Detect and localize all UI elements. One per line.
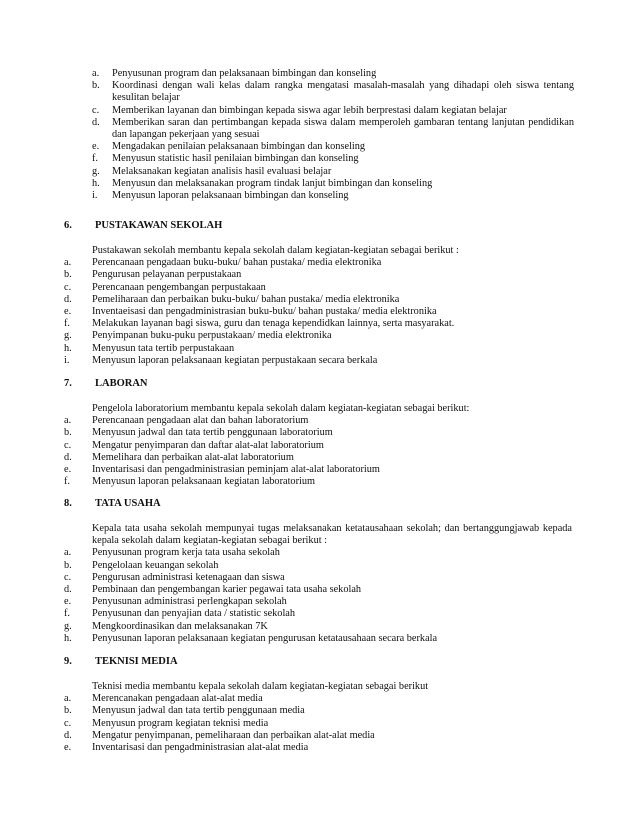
item-text: Inventaeisasi dan pengadministrasian buku-buku/ bahan pustaka/ media elektronika — [92, 306, 437, 318]
item-text: Menyusun tata tertib perpustakaan — [92, 342, 235, 354]
list-item — [64, 584, 574, 596]
item-text: Mengatur penyimparan dan daftar alat-alat laboratorium — [92, 439, 324, 451]
list-item — [64, 282, 574, 294]
item-text: Mengkoordinasikan dan melaksanakan 7K — [92, 620, 268, 632]
item-letter: a. — [64, 415, 72, 427]
item-text: Memelihara dan perbaikan alat-alat laboratorium — [92, 451, 294, 463]
section-number: 6. — [64, 220, 72, 231]
list-item — [64, 427, 574, 439]
item-text: Penyusunan administrasi perlengkapan sekolah — [92, 596, 287, 608]
item-letter: e. — [64, 596, 72, 608]
list-item — [92, 80, 574, 104]
section-number: 7. — [64, 378, 72, 389]
list-item — [64, 269, 574, 281]
item-text: Menyusun laporan pelaksanaan kegiatan perpustakaan secara berkala — [92, 354, 378, 366]
item-letter: b. — [64, 427, 72, 439]
list-item — [92, 153, 574, 165]
item-letter: e. — [64, 742, 72, 754]
item-letter: i. — [92, 190, 98, 202]
item-text: Mengatur penyimpanan, pemeliharaan dan perbaikan alat-alat media — [92, 729, 375, 741]
section-intro: Teknisi media membantu kepala sekolah dalam kegiatan-kegiatan sebagai berikut — [92, 681, 429, 692]
list-item — [64, 464, 574, 476]
item-letter: f. — [64, 318, 71, 330]
item-text: Memberikan layanan dan bimbingan kepada siswa agar lebih berprestasi dalam kegiatan belajar — [112, 104, 507, 116]
section-heading — [64, 497, 574, 510]
item-text: Menyusun program kegiatan teknisi media — [92, 717, 269, 729]
item-letter: h. — [64, 342, 72, 354]
item-letter: f. — [64, 608, 71, 620]
list-item — [64, 355, 574, 367]
section-title: LABORAN — [95, 378, 148, 389]
item-letter: d. — [64, 729, 72, 741]
item-letter: g. — [64, 330, 72, 342]
item-letter: a. — [64, 547, 72, 559]
item-letter: b. — [64, 269, 72, 281]
section-title: TEKNISI MEDIA — [95, 656, 178, 667]
item-letter: g. — [64, 620, 72, 632]
section-intro: Pengelola laboratorium membantu kepala sekolah dalam kegiatan-kegiatan sebagai berikut: — [92, 403, 470, 414]
section-title: PUSTAKAWAN SEKOLAH — [95, 220, 223, 231]
list-item — [64, 452, 574, 464]
item-letter: e. — [92, 141, 100, 153]
item-text: Penyusunan program kerja tata usaha sekolah — [92, 547, 280, 559]
item-letter: c. — [92, 104, 100, 116]
list-item — [64, 330, 574, 342]
list-item — [64, 560, 574, 572]
item-text: Pengurusan administrasi ketenagaan dan siswa — [92, 571, 285, 583]
item-text: Menyusun statistic hasil penilaian bimbingan dan konseling — [112, 153, 359, 165]
list-item — [64, 705, 574, 717]
section-intro: Kepala tata usaha sekolah mempunyai tugas melaksanakan ketatausahaan sekolah; dan bertanggungjawab kepada kepala sekolah dalam kegiatan-kegiatan sebagai berikut : — [92, 523, 572, 547]
list-item — [64, 440, 574, 452]
item-text: Merencanakan pengadaan alat-alat media — [92, 693, 263, 705]
list-item — [64, 547, 574, 559]
item-text: Inventarisasi dan pengadministrasian alat-alat media — [92, 742, 309, 754]
item-letter: b. — [64, 705, 72, 717]
item-letter: c. — [64, 439, 72, 451]
list-item — [92, 141, 574, 153]
item-letter: c. — [64, 717, 72, 729]
item-text: Perencanaan pengembangan perpustakaan — [92, 281, 266, 293]
item-text: Mengadakan penilaian pelaksanaan bimbingan dan konseling — [112, 141, 366, 153]
list-item — [64, 415, 574, 427]
item-text: Inventarisasi dan pengadministrasian peminjam alat-alat laboratorium — [92, 464, 380, 476]
list-item — [92, 178, 574, 190]
item-text: Memberikan saran dan pertimbangan kepada siswa dalam memperoleh gambaran tentang lanjutan pendidikan dan lapangan pekerjaan yang sesuai — [112, 116, 574, 141]
item-text: Perencanaan pengadaan buku-buku/ bahan pustaka/ media elektronika — [92, 257, 382, 269]
list-item — [64, 318, 574, 330]
item-letter: g. — [92, 165, 100, 177]
item-text: Koordinasi dengan wali kelas dalam rangka mengatasi masalah-masalah yang dihadapi oleh siswa tentang kesulitan belajar — [112, 80, 574, 104]
list-item — [64, 306, 574, 318]
list-item — [64, 693, 574, 705]
item-letter: e. — [64, 306, 72, 318]
item-letter: i. — [64, 354, 70, 366]
list-item — [64, 621, 574, 633]
list-item — [64, 343, 574, 355]
item-letter: h. — [64, 632, 72, 644]
item-letter: a. — [64, 257, 72, 269]
list-item — [92, 190, 574, 202]
item-text: Menyusun laporan pelaksanaan bimbingan dan konseling — [112, 190, 349, 202]
list-item — [92, 166, 574, 178]
item-letter: c. — [64, 571, 72, 583]
section-heading — [64, 655, 574, 668]
item-text: Pemeliharaan dan perbaikan buku-buku/ bahan pustaka/ media elektronika — [92, 293, 400, 305]
section-title: TATA USAHA — [95, 498, 161, 509]
item-letter: d. — [92, 116, 100, 128]
section-teknisi-media — [64, 655, 574, 754]
guidance-counseling-list — [92, 68, 574, 202]
list-item — [64, 596, 574, 608]
section-number: 8. — [64, 498, 72, 509]
item-letter: e. — [64, 464, 72, 476]
item-letter: h. — [92, 177, 100, 189]
section-heading — [64, 219, 574, 232]
item-letter: d. — [64, 451, 72, 463]
item-text: Menyusun dan melaksanakan program tindak lanjut bimbingan dan konseling — [112, 177, 433, 189]
section-number: 9. — [64, 656, 72, 667]
list-item — [64, 730, 574, 742]
item-text: Pembinaan dan pengembangan karier pegawai tata usaha sekolah — [92, 584, 362, 596]
item-text: Melakukan layanan bagi siswa, guru dan tenaga kependidkan lainnya, serta masyarakat. — [92, 318, 455, 330]
item-letter: a. — [64, 693, 72, 705]
list-item — [92, 105, 574, 117]
item-letter: d. — [64, 584, 72, 596]
section-tata-usaha — [64, 497, 574, 645]
list-item — [64, 257, 574, 269]
section-pustakawan — [64, 219, 574, 367]
item-text: Melaksanakan kegiatan analisis hasil evaluasi belajar — [112, 165, 332, 177]
section-heading — [64, 377, 574, 390]
item-text: Pengelolaan keuangan sekolah — [92, 559, 219, 571]
item-text: Penyusunan laporan pelaksanaan kegiatan pengurusan ketatausahaan secara berkala — [92, 632, 438, 644]
item-letter: a. — [92, 68, 100, 79]
item-text: Menyusun jadwal dan tata tertib penggunaan media — [92, 705, 305, 717]
item-text: Penyimpanan buku-puku perpustakaan/ media elektronika — [92, 330, 332, 342]
list-item — [64, 742, 574, 754]
list-item — [92, 68, 574, 80]
item-letter: b. — [64, 559, 72, 571]
list-item — [64, 294, 574, 306]
list-item — [64, 572, 574, 584]
item-text: Penyusunan program dan pelaksanaan bimbingan dan konseling — [112, 68, 377, 79]
list-item — [92, 117, 574, 141]
list-item — [64, 633, 574, 645]
list-item — [64, 476, 574, 488]
item-text: Menyusun jadwal dan tata tertib penggunaan laboratorium — [92, 427, 333, 439]
item-letter: f. — [92, 153, 99, 165]
list-item — [64, 608, 574, 620]
item-letter: c. — [64, 281, 72, 293]
list-item — [64, 718, 574, 730]
section-laboran — [64, 377, 574, 488]
section-intro: Pustakawan sekolah membantu kepala sekolah dalam kegiatan-kegiatan sebagai berikut : — [92, 245, 459, 256]
item-letter: f. — [64, 476, 71, 488]
item-letter: b. — [92, 80, 100, 92]
item-text: Pengurusan pelayanan perpustakaan — [92, 269, 242, 281]
item-text: Perencanaan pengadaan alat dan bahan laboratorium — [92, 415, 309, 427]
item-letter: d. — [64, 293, 72, 305]
item-text: Menyusun laporan pelaksanaan kegiatan laboratorium — [92, 476, 316, 488]
item-text: Penyusunan dan penyajian data / statistic sekolah — [92, 608, 296, 620]
